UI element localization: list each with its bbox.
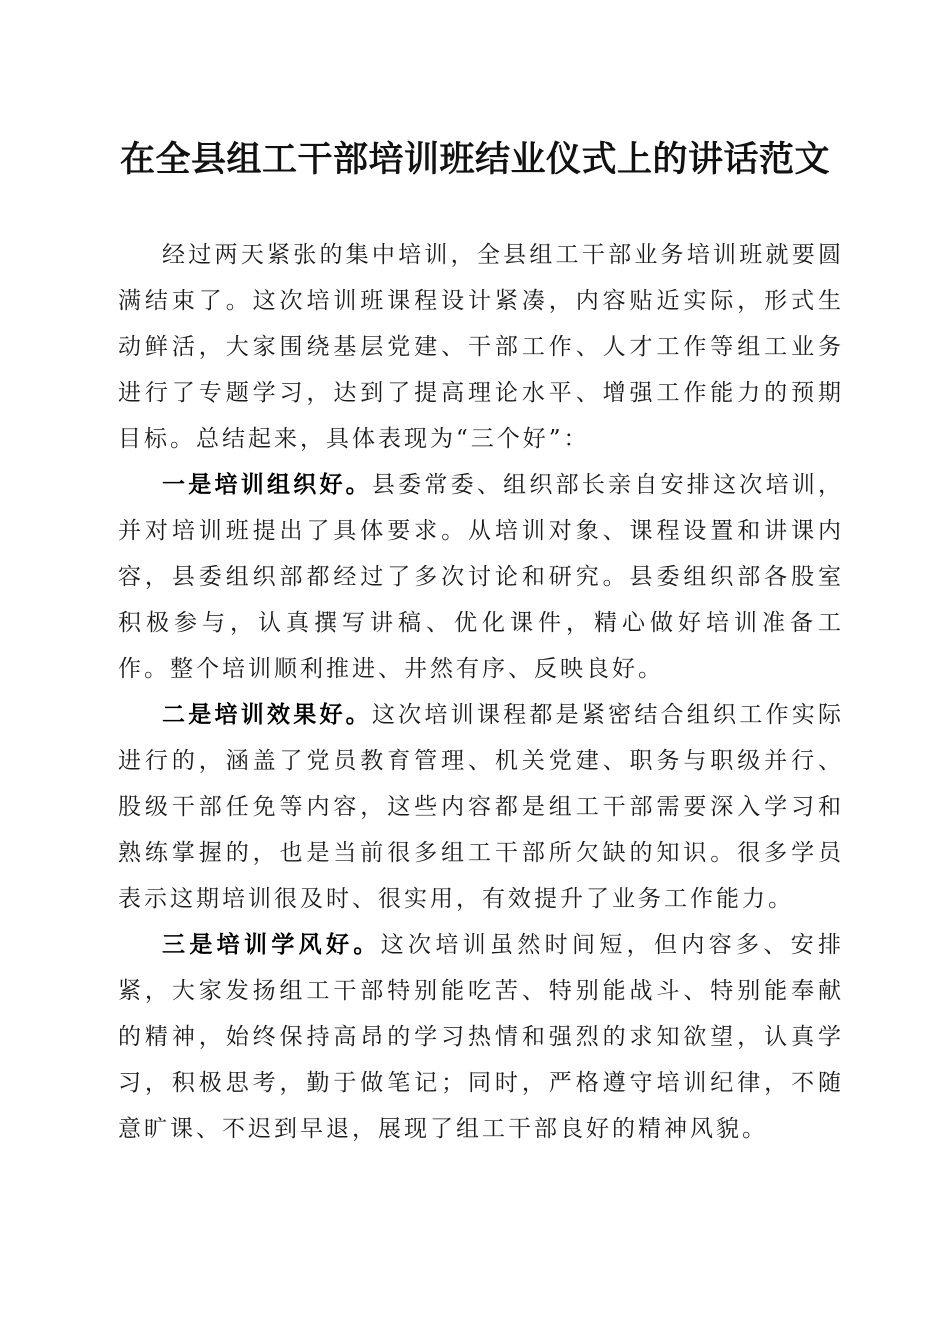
document-title: 在全县组工干部培训班结业仪式上的讲话范文 [119,139,830,180]
paragraph-text: 经过两天紧张的集中培训，全县组工干部业务培训班就要圆满结束了。这次培训班课程设计紧凑，内容贴近实际，形式生动鲜活，大家围绕基层党建、干部工作、人才工作等组工业务进行了专题学习，达到了提高理论水平、增强工作能力的预期目标。总结起来，具体表现为“三个好”： [118,242,844,452]
paragraph-lead: 二是培训效果好。 [162,701,372,728]
paragraph-effect [118,692,844,922]
paragraph-text: 县委常委、组织部长亲自安排这次培训，并对培训班提出了具体要求。从培训对象、课程设置和讲课内容，县委组织部都经过了多次讨论和研究。县委组织部各股室积极参与，认真撰写讲稿、优化课件，精心做好培训准备工作。整个培训顺利推进、井然有序、反映良好。 [118,472,845,682]
document-body [118,232,844,1152]
paragraph-lead: 一是培训组织好。 [162,471,372,498]
paragraph-text: 这次培训虽然时间短，但内容多、安排紧，大家发扬组工干部特别能吃苦、特别能战斗、特别能奉献的精神，始终保持高昂的学习热情和强烈的求知欲望，认真学习，积极思考，勤于做笔记；同时，严格遵守培训纪律，不随意旷课、不迟到早退，展现了组工干部良好的精神风貌。 [118,932,845,1142]
paragraph-text: 这次培训课程都是紧密结合组织工作实际进行的，涵盖了党员教育管理、机关党建、职务与职级并行、股级干部任免等内容，这些内容都是组工干部需要深入学习和熟练掌握的，也是当前很多组工干部所欠缺的知识。很多学员表示这期培训很及时、很实用，有效提升了业务工作能力。 [118,702,845,912]
paragraph-study-style [118,922,844,1152]
paragraph-organization [118,462,844,692]
paragraph-intro [118,232,844,462]
paragraph-lead: 三是培训学风好。 [162,931,381,958]
